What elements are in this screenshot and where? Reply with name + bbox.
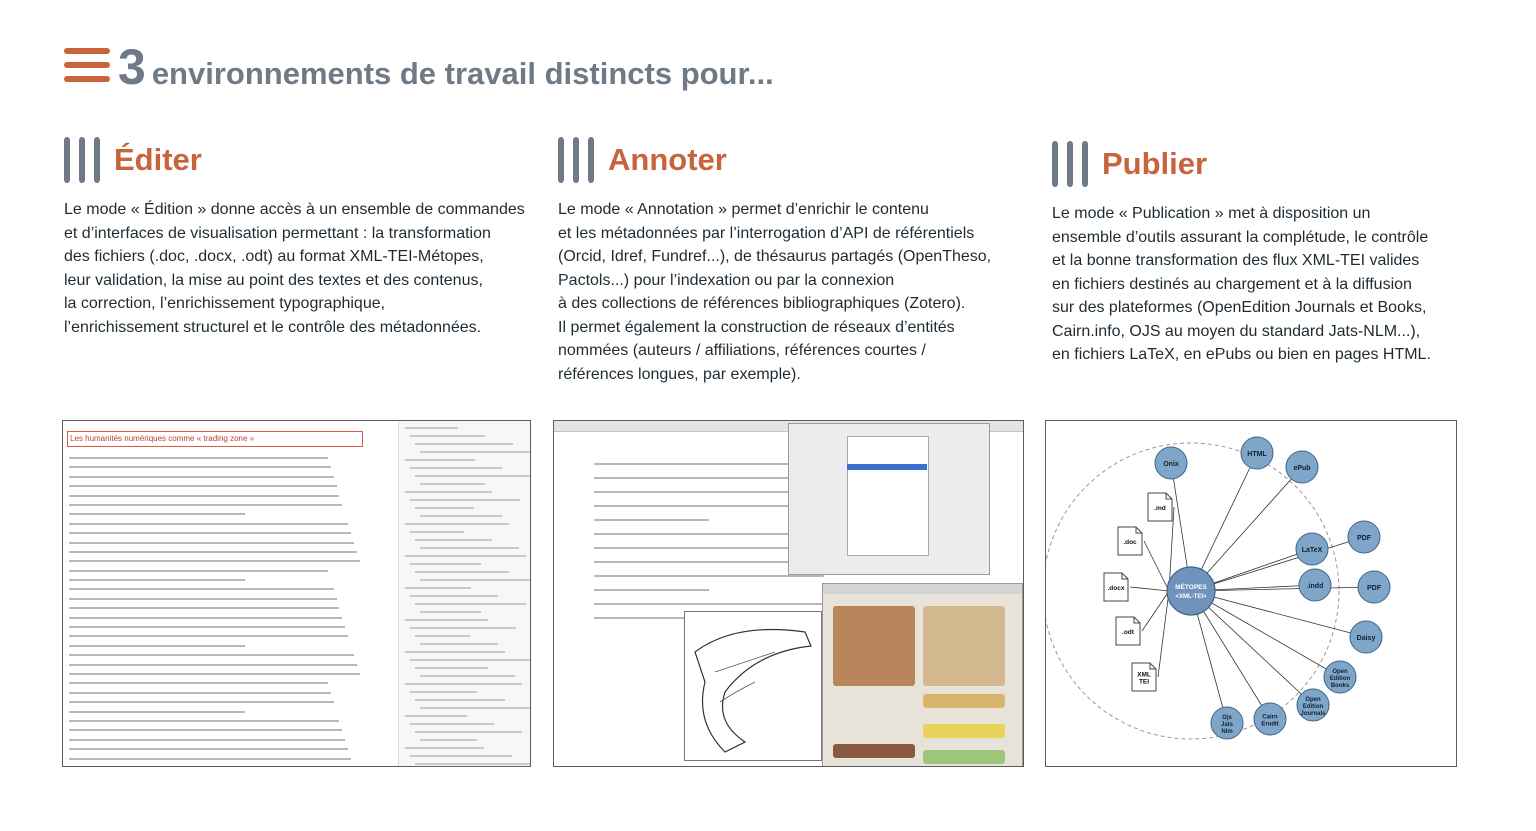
- output-label: Erudit: [1261, 721, 1279, 728]
- output-label: HTML: [1247, 451, 1267, 458]
- pactols-window: [822, 583, 1023, 767]
- thesaurus-search-dialog: [788, 423, 990, 575]
- output-label: Nlm: [1221, 729, 1233, 735]
- editor-heading: Les humanités numériques comme « trading zone »: [67, 431, 363, 447]
- input-file-icon: [1118, 527, 1142, 555]
- edge: [1191, 587, 1374, 591]
- output-node: [1254, 703, 1286, 735]
- output-node: [1297, 689, 1329, 721]
- input-file-icon: [1104, 573, 1128, 601]
- central-label: MÉTOPES: [1175, 584, 1207, 591]
- output-node: [1324, 661, 1356, 693]
- output-label: Open: [1332, 669, 1348, 675]
- bone-sketch: [685, 612, 821, 760]
- input-label: TEI: [1138, 678, 1150, 686]
- output-label: LaTeX: [1301, 547, 1323, 554]
- output-label: Onix: [1163, 461, 1179, 468]
- output-label: PDF: [1367, 585, 1381, 592]
- edge: [1158, 591, 1169, 677]
- output-label: PDF: [1357, 535, 1371, 542]
- input-file-icon: [1132, 663, 1156, 691]
- bars-icon: [64, 137, 100, 183]
- output-label: Cairn: [1262, 714, 1278, 721]
- title-number: 3: [118, 39, 146, 95]
- bars-icon: [558, 137, 594, 183]
- edge: [1191, 591, 1340, 677]
- output-label: Daisy: [1356, 635, 1376, 642]
- output-node: [1299, 569, 1331, 601]
- title-text: environnements de travail distincts pour...: [151, 56, 774, 91]
- column-description: Le mode « Annotation » permet d’enrichir le contenu et les métadonnées par l’interrogation d’API de référentiels (Orcid, Idref, Fundref...), de thésaurus partagés (OpenTheso, Pactols...) pour l’indexation ou par la connexion à des collections de références bibliographiques (Zotero). Il permet également la construction de réseaux d’entités nommées (auteurs / affiliations, références courtes / références longues, par exemple).: [558, 201, 992, 383]
- edge: [1191, 537, 1364, 591]
- edge: [1130, 587, 1169, 591]
- output-label: Ojs: [1222, 715, 1232, 721]
- input-label: .doc: [1123, 539, 1137, 546]
- column-title: Éditer: [114, 142, 202, 177]
- annotation-screenshot: [553, 420, 1024, 767]
- input-file-icon: [1116, 617, 1140, 645]
- edge: [1191, 467, 1302, 591]
- input-label: XML: [1137, 671, 1151, 679]
- diagram-canvas: [1046, 421, 1456, 766]
- edge: [1191, 591, 1313, 705]
- output-label: Journals: [1300, 711, 1326, 717]
- output-label: Jats: [1220, 722, 1234, 728]
- editor-text-pane: [63, 421, 393, 766]
- column-header: [64, 132, 534, 188]
- input-label: .docx: [1107, 585, 1125, 592]
- input-label: .odt: [1122, 629, 1134, 636]
- column-title: Annoter: [608, 142, 727, 177]
- editor-screenshot: [62, 420, 531, 767]
- bars-icon: [1052, 141, 1088, 187]
- central-sublabel: <XML-TEI>: [1175, 594, 1207, 600]
- output-node: [1348, 521, 1380, 553]
- central-node: [1167, 567, 1215, 615]
- output-node: [1358, 571, 1390, 603]
- output-node: [1296, 533, 1328, 565]
- editor-text-lines: [69, 457, 363, 767]
- output-label: Edition: [1329, 676, 1351, 682]
- selected-term: [847, 464, 927, 470]
- thesaurus-list: [847, 436, 929, 556]
- column-title: Publier: [1102, 146, 1208, 181]
- publication-diagram: [1045, 420, 1457, 767]
- editor-xml-pane: [398, 421, 531, 766]
- output-label: Books: [1330, 683, 1350, 689]
- menu-icon: [64, 48, 110, 90]
- column-header: [1052, 136, 1522, 192]
- column-editer: [64, 132, 534, 339]
- output-label: ePub: [1293, 465, 1311, 472]
- output-label: Edition: [1302, 704, 1324, 710]
- column-publier: [1052, 136, 1522, 367]
- output-node: [1211, 707, 1243, 739]
- column-header: [558, 132, 1028, 188]
- edge: [1191, 591, 1366, 637]
- output-node: [1350, 621, 1382, 653]
- edge: [1144, 541, 1169, 591]
- input-label: .md: [1154, 505, 1166, 512]
- column-description: Le mode « Publication » met à disposition un ensemble d’outils assurant la complétude, le contrôle et la bonne transformation des flux XML-TEI valides en fichiers destinés au chargement et à la diffusion sur des plateformes (OpenEdition Journals et Books, Cairn.info, OJS au moyen du standard Jats-NLM...), en fichiers LaTeX, en ePubs ou bien en pages HTML.: [1052, 205, 1431, 363]
- column-description: Le mode « Édition » donne accès à un ensemble de commandes et d’interfaces de visualisation permettant : la transformation des fichiers (.doc, .docx, .odt) au format XML-TEI-Métopes, leur validation, la mise au point des textes et des contenus, la correction, l’enrichissement typographique, l’enrichissement structurel et le contrôle des métadonnées.: [64, 201, 525, 336]
- output-node: [1155, 447, 1187, 479]
- illustration: [684, 611, 822, 761]
- output-label: Open: [1305, 697, 1321, 703]
- output-node: [1286, 451, 1318, 483]
- input-file-icon: [1148, 493, 1172, 521]
- page-title: [118, 38, 774, 96]
- output-label: .indd: [1306, 583, 1324, 590]
- column-annoter: [558, 132, 1028, 386]
- output-node: [1241, 437, 1273, 469]
